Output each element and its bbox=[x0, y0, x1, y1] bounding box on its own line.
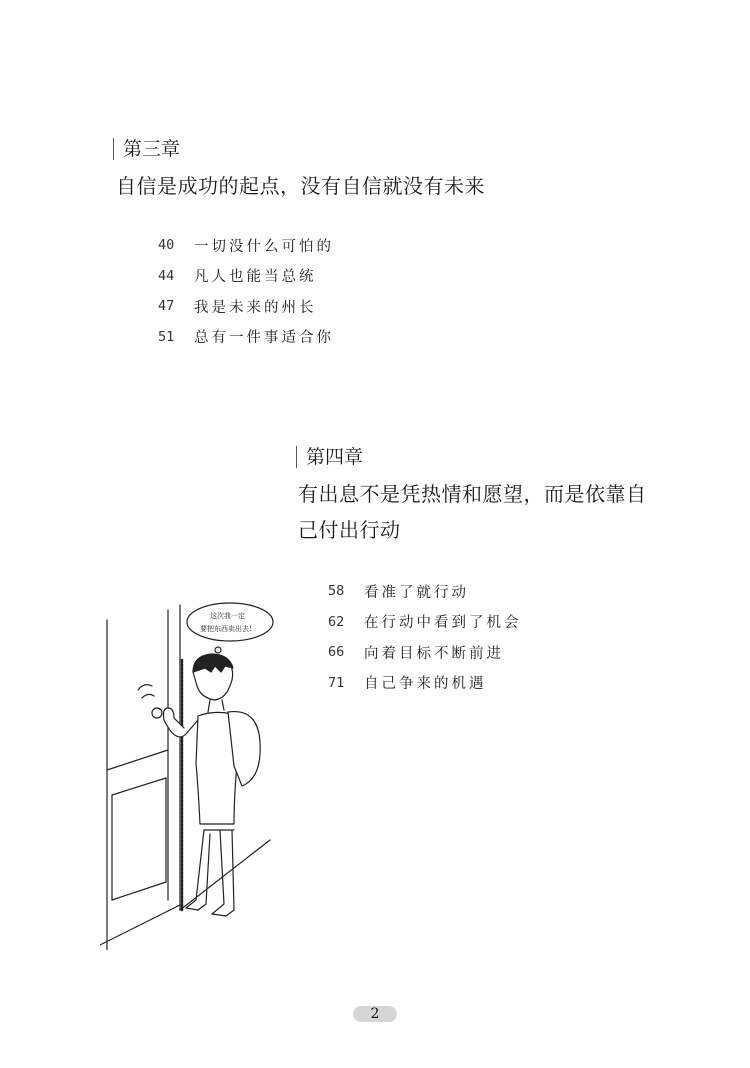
toc-entry[interactable] bbox=[328, 668, 522, 699]
toc-page-number: 66 bbox=[328, 644, 345, 661]
chapter-3-label: 第三章 bbox=[113, 138, 180, 160]
toc-entry-title: 我是未来的州长 bbox=[194, 299, 317, 316]
chapter-4-label: 第四章 bbox=[296, 446, 363, 468]
toc-entry[interactable] bbox=[158, 291, 334, 322]
boy-knocking-door-illustration bbox=[100, 600, 280, 950]
toc-entry[interactable] bbox=[328, 607, 522, 638]
thought-text-line1: 这次我一定 bbox=[210, 612, 245, 620]
chapter-4-title-line1: 有出息不是凭热情和愿望，而是依靠自 bbox=[298, 482, 647, 506]
toc-page-number: 71 bbox=[328, 674, 345, 691]
toc-page-number: 47 bbox=[158, 298, 175, 315]
toc-entry[interactable] bbox=[158, 230, 334, 261]
toc-page-number: 44 bbox=[158, 267, 175, 284]
chapter-3-title: 自信是成功的起点，没有自信就没有未来 bbox=[116, 174, 485, 198]
toc-entry[interactable] bbox=[158, 261, 334, 292]
toc-entry-title: 总有一件事适合你 bbox=[194, 330, 334, 347]
toc-page-number: 62 bbox=[328, 613, 345, 630]
thought-text-line2: 要把东西卖出去! bbox=[200, 625, 252, 633]
chapter-4-title-line2: 己付出行动 bbox=[298, 518, 401, 542]
toc-entry-title: 一切没什么可怕的 bbox=[194, 238, 334, 255]
toc-page-number: 40 bbox=[158, 237, 175, 254]
toc-entry[interactable] bbox=[158, 322, 334, 353]
toc-entry[interactable] bbox=[328, 637, 522, 668]
toc-page-number: 58 bbox=[328, 583, 345, 600]
toc-entry-title: 自己争来的机遇 bbox=[364, 676, 487, 693]
toc-entry-title: 凡人也能当总统 bbox=[194, 269, 317, 286]
knock-motion-icon bbox=[138, 685, 152, 690]
chapter-3-toc bbox=[158, 230, 334, 352]
page-number: 2 bbox=[353, 1006, 397, 1022]
chapter-4-toc bbox=[328, 576, 522, 698]
toc-entry-title: 看准了就行动 bbox=[364, 584, 469, 601]
thought-bubble bbox=[187, 603, 273, 660]
toc-entry[interactable] bbox=[328, 576, 522, 607]
chapter-4-title bbox=[298, 476, 658, 548]
toc-entry-title: 向着目标不断前进 bbox=[364, 645, 504, 662]
toc-entry-title: 在行动中看到了机会 bbox=[364, 615, 522, 632]
toc-page-number: 51 bbox=[158, 328, 175, 345]
